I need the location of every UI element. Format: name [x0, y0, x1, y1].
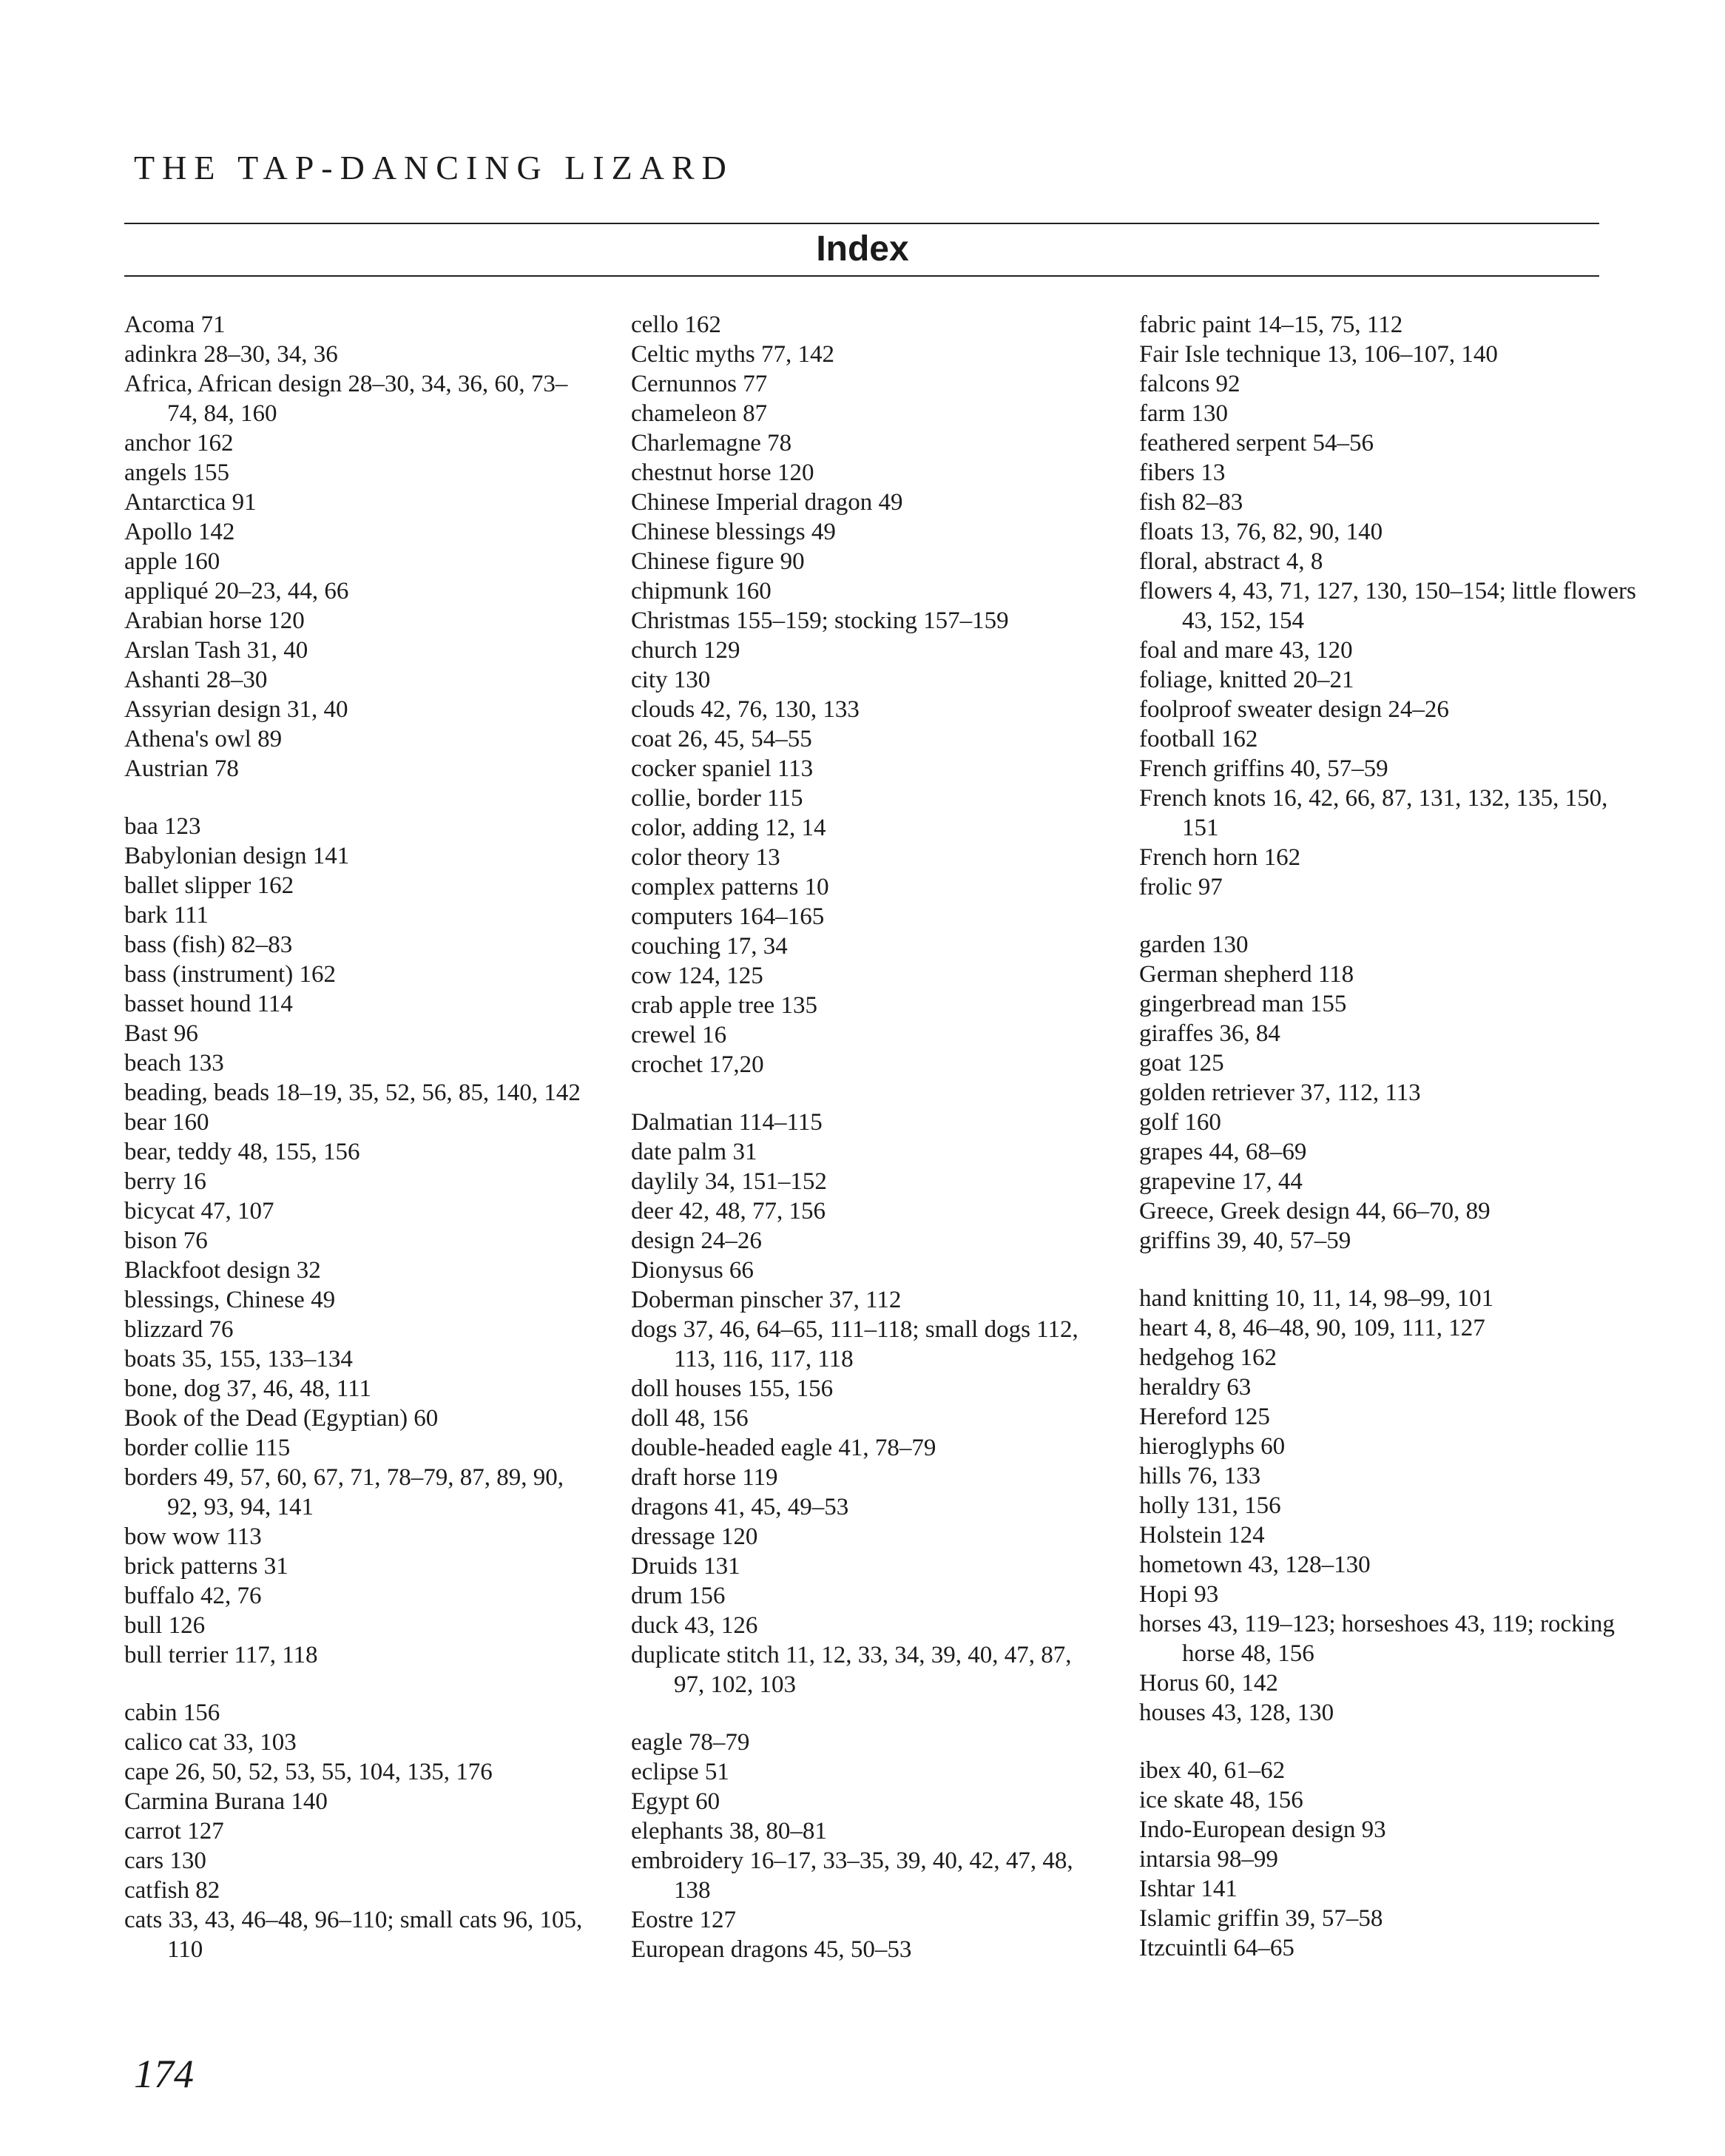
index-entry: holly 131, 156 [1139, 1492, 1281, 1519]
index-entry: Indo-European design 93 [1139, 1816, 1386, 1843]
index-entry: church 129 [631, 637, 740, 664]
index-entry: Chinese blessings 49 [631, 519, 836, 545]
index-entry: falcons 92 [1139, 371, 1240, 397]
index-entry: cars 130 [124, 1847, 206, 1874]
index-entry: chipmunk 160 [631, 578, 772, 604]
index-entry: Holstein 124 [1139, 1522, 1265, 1549]
index-entry: Assyrian design 31, 40 [124, 696, 348, 723]
index-entry: couching 17, 34 [631, 933, 788, 960]
index-entry: Bast 96 [124, 1020, 198, 1047]
letter-group-gap [124, 784, 598, 812]
index-entry: hieroglyphs 60 [1139, 1433, 1286, 1460]
index-entry: cocker spaniel 113 [631, 755, 814, 782]
index-entry: feathered serpent 54–56 [1139, 430, 1374, 457]
index-entry: ballet slipper 162 [124, 872, 294, 899]
index-entry: French knots 16, 42, 66, 87, 131, 132, 135, 150, 151 [1139, 785, 1608, 841]
index-entry: angels 155 [124, 459, 230, 486]
index-entry: Itzcuintli 64–65 [1139, 1935, 1294, 1961]
letter-group-gap [1139, 1256, 1642, 1284]
index-entry: Blackfoot design 32 [124, 1257, 321, 1284]
index-entry: bear, teddy 48, 155, 156 [124, 1139, 360, 1165]
letter-group-gap [1139, 902, 1642, 930]
index-entry: floral, abstract 4, 8 [1139, 548, 1323, 575]
index-entry: bear 160 [124, 1109, 209, 1136]
index-entry: Ashanti 28–30 [124, 667, 268, 693]
index-entry: bicycat 47, 107 [124, 1198, 274, 1224]
index-entry: bone, dog 37, 46, 48, 111 [124, 1375, 371, 1402]
index-entry: Egypt 60 [631, 1788, 720, 1815]
index-entry: Carmina Burana 140 [124, 1788, 328, 1815]
index-entry: eclipse 51 [631, 1759, 729, 1785]
index-entry: bass (instrument) 162 [124, 961, 336, 988]
index-entry: flowers 4, 43, 71, 127, 130, 150–154; little flowers 43, 152, 154 [1139, 578, 1636, 634]
index-entry: ice skate 48, 156 [1139, 1787, 1303, 1813]
index-entry: carrot 127 [124, 1818, 224, 1845]
index-entry: double-headed eagle 41, 78–79 [631, 1435, 936, 1461]
index-entry: golf 160 [1139, 1109, 1221, 1136]
index-entry: Babylonian design 141 [124, 843, 350, 869]
top-rule [124, 223, 1599, 224]
index-entry: dogs 37, 46, 64–65, 111–118; small dogs 112, 113, 116, 117, 118 [631, 1316, 1078, 1372]
index-entry: fibers 13 [1139, 459, 1226, 486]
index-entry: chameleon 87 [631, 400, 768, 427]
index-entry: grapes 44, 68–69 [1139, 1139, 1307, 1165]
index-entry: Cernunnos 77 [631, 371, 768, 397]
letter-group-gap [1139, 1728, 1642, 1756]
index-entry: bow wow 113 [124, 1523, 262, 1550]
index-entry: cello 162 [631, 311, 721, 338]
index-entry: Druids 131 [631, 1553, 740, 1580]
index-entry: golden retriever 37, 112, 113 [1139, 1079, 1421, 1106]
index-entry: clouds 42, 76, 130, 133 [631, 696, 860, 723]
index-entry: daylily 34, 151–152 [631, 1168, 827, 1195]
index-entry: foal and mare 43, 120 [1139, 637, 1353, 664]
letter-group-gap [124, 1670, 598, 1698]
index-entry: Apollo 142 [124, 519, 235, 545]
index-entry: hills 76, 133 [1139, 1463, 1261, 1489]
index-entry: deer 42, 48, 77, 156 [631, 1198, 826, 1224]
index-entry: Islamic griffin 39, 57–58 [1139, 1905, 1383, 1932]
index-entry: coat 26, 45, 54–55 [631, 726, 812, 752]
index-entry: grapevine 17, 44 [1139, 1168, 1303, 1195]
index-entry: border collie 115 [124, 1435, 291, 1461]
index-entry: boats 35, 155, 133–134 [124, 1346, 353, 1372]
index-entry: crab apple tree 135 [631, 992, 817, 1019]
index-entry: baa 123 [124, 813, 201, 840]
index-entry: date palm 31 [631, 1139, 757, 1165]
index-entry: Arabian horse 120 [124, 607, 305, 634]
index-entry: dragons 41, 45, 49–53 [631, 1494, 849, 1520]
index-entry: bark 111 [124, 902, 209, 929]
index-entry: elephants 38, 80–81 [631, 1818, 827, 1845]
index-entry: appliqué 20–23, 44, 66 [124, 578, 349, 604]
index-entry: frolic 97 [1139, 874, 1223, 900]
index-entry: adinkra 28–30, 34, 36 [124, 341, 338, 368]
page-number: 174 [134, 2052, 194, 2096]
index-entry: French horn 162 [1139, 844, 1301, 871]
index-entry: beach 133 [124, 1050, 224, 1077]
index-entry: Fair Isle technique 13, 106–107, 140 [1139, 341, 1498, 368]
index-entry: apple 160 [124, 548, 220, 575]
index-entry: blizzard 76 [124, 1316, 234, 1343]
index-entry: duck 43, 126 [631, 1612, 758, 1639]
index-entry: Hopi 93 [1139, 1581, 1219, 1608]
index-entry: ibex 40, 61–62 [1139, 1757, 1286, 1784]
index-entry: collie, border 115 [631, 785, 803, 812]
index-entry: design 24–26 [631, 1227, 762, 1254]
index-entry: cape 26, 50, 52, 53, 55, 104, 135, 176 [124, 1759, 493, 1785]
index-entry: Chinese Imperial dragon 49 [631, 489, 903, 516]
index-entry: Celtic myths 77, 142 [631, 341, 834, 368]
letter-group-gap [631, 1079, 1104, 1108]
index-entry: Acoma 71 [124, 311, 226, 338]
index-entry: Horus 60, 142 [1139, 1670, 1278, 1697]
index-entry: dressage 120 [631, 1523, 758, 1550]
index-entry: bison 76 [124, 1227, 208, 1254]
index-entry: hedgehog 162 [1139, 1344, 1277, 1371]
index-column-1 [124, 310, 598, 1964]
index-entry: beading, beads 18–19, 35, 52, 56, 85, 140, 142 [124, 1079, 581, 1106]
index-entry: foolproof sweater design 24–26 [1139, 696, 1449, 723]
index-entry: Doberman pinscher 37, 112 [631, 1287, 902, 1313]
index-entry: goat 125 [1139, 1050, 1224, 1077]
index-entry: heraldry 63 [1139, 1374, 1252, 1401]
index-entry: Christmas 155–159; stocking 157–159 [631, 607, 1009, 634]
index-column-2 [631, 310, 1104, 1964]
index-entry: garden 130 [1139, 932, 1249, 958]
index-entry: bass (fish) 82–83 [124, 932, 293, 958]
index-entry: bull terrier 117, 118 [124, 1642, 318, 1668]
index-entry: anchor 162 [124, 430, 234, 457]
index-entry: computers 164–165 [631, 903, 825, 930]
index-entry: color, adding 12, 14 [631, 815, 826, 841]
index-entry: Athena's owl 89 [124, 726, 283, 752]
index-entry: embroidery 16–17, 33–35, 39, 40, 42, 47, 48, 138 [631, 1847, 1073, 1904]
index-entry: Austrian 78 [124, 755, 239, 782]
index-entry: bull 126 [124, 1612, 206, 1639]
index-entry: giraffes 36, 84 [1139, 1020, 1280, 1047]
index-entry: floats 13, 76, 82, 90, 140 [1139, 519, 1383, 545]
index-entry: German shepherd 118 [1139, 961, 1354, 988]
index-entry: cabin 156 [124, 1699, 220, 1726]
index-entry: berry 16 [124, 1168, 206, 1195]
index-entry: Antarctica 91 [124, 489, 257, 516]
index-entry: drum 156 [631, 1583, 726, 1609]
index-entry: football 162 [1139, 726, 1258, 752]
index-entry: draft horse 119 [631, 1464, 778, 1491]
index-title-text: Index [816, 229, 909, 269]
index-entry: catfish 82 [124, 1877, 220, 1904]
index-entry: Hereford 125 [1139, 1404, 1270, 1430]
index-entry: heart 4, 8, 46–48, 90, 109, 111, 127 [1139, 1315, 1485, 1341]
index-entry: brick patterns 31 [124, 1553, 288, 1580]
index-entry: foliage, knitted 20–21 [1139, 667, 1354, 693]
index-entry: eagle 78–79 [631, 1729, 750, 1756]
index-entry: color theory 13 [631, 844, 780, 871]
index-title [0, 229, 1725, 269]
index-entry: horses 43, 119–123; horseshoes 43, 119; rocking horse 48, 156 [1139, 1611, 1615, 1667]
index-entry: houses 43, 128, 130 [1139, 1699, 1334, 1726]
index-entry: blessings, Chinese 49 [124, 1287, 336, 1313]
index-entry: Arslan Tash 31, 40 [124, 637, 308, 664]
index-entry: farm 130 [1139, 400, 1229, 427]
index-entry: Chinese figure 90 [631, 548, 805, 575]
index-entry: doll houses 155, 156 [631, 1375, 834, 1402]
index-entry: Dionysus 66 [631, 1257, 754, 1284]
index-entry: French griffins 40, 57–59 [1139, 755, 1388, 782]
index-entry: hometown 43, 128–130 [1139, 1552, 1371, 1578]
index-entry: fabric paint 14–15, 75, 112 [1139, 311, 1403, 338]
index-entry: hand knitting 10, 11, 14, 98–99, 101 [1139, 1285, 1494, 1312]
index-entry: crewel 16 [631, 1022, 727, 1048]
index-entry: borders 49, 57, 60, 67, 71, 78–79, 87, 89, 90, 92, 93, 94, 141 [124, 1464, 564, 1520]
index-entry: Book of the Dead (Egyptian) 60 [124, 1405, 439, 1432]
index-entry: buffalo 42, 76 [124, 1583, 262, 1609]
index-entry: European dragons 45, 50–53 [631, 1936, 912, 1963]
index-entry: cow 124, 125 [631, 963, 763, 989]
index-column-3 [1139, 310, 1642, 1963]
index-entry: Dalmatian 114–115 [631, 1109, 823, 1136]
letter-group-gap [631, 1699, 1104, 1728]
index-entry: Ishtar 141 [1139, 1876, 1238, 1902]
index-entry: duplicate stitch 11, 12, 33, 34, 39, 40, 47, 87, 97, 102, 103 [631, 1642, 1072, 1698]
index-entry: Charlemagne 78 [631, 430, 792, 457]
index-entry: Greece, Greek design 44, 66–70, 89 [1139, 1198, 1491, 1224]
index-entry: city 130 [631, 667, 711, 693]
index-entry: fish 82–83 [1139, 489, 1243, 516]
index-entry: crochet 17,20 [631, 1051, 764, 1078]
index-entry: griffins 39, 40, 57–59 [1139, 1227, 1351, 1254]
index-entry: Africa, African design 28–30, 34, 36, 60, 73–74, 84, 160 [124, 371, 568, 427]
index-entry: intarsia 98–99 [1139, 1846, 1278, 1873]
index-entry: chestnut horse 120 [631, 459, 814, 486]
index-entry: doll 48, 156 [631, 1405, 749, 1432]
bottom-rule [124, 275, 1599, 277]
index-entry: basset hound 114 [124, 991, 293, 1017]
running-head: THE TAP-DANCING LIZARD [134, 149, 734, 186]
index-entry: calico cat 33, 103 [124, 1729, 297, 1756]
index-entry: Eostre 127 [631, 1907, 737, 1933]
index-entry: cats 33, 43, 46–48, 96–110; small cats 96, 105, 110 [124, 1907, 583, 1963]
index-entry: gingerbread man 155 [1139, 991, 1347, 1017]
index-entry: complex patterns 10 [631, 874, 829, 900]
